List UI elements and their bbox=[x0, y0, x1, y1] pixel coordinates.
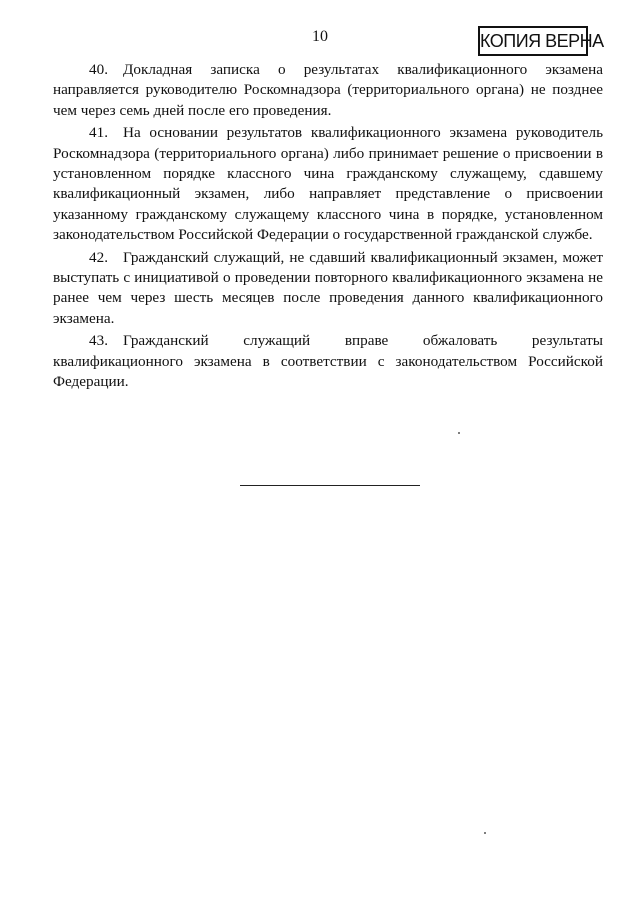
scan-speck bbox=[484, 832, 486, 834]
paragraph-text: Докладная записка о результатах квалификационного экзамена направляется руководителю Роскомнадзора (территориального органа) не позднее чем через семь дней после его проведения. bbox=[53, 61, 603, 119]
end-of-document-rule bbox=[240, 485, 420, 486]
paragraph-42 bbox=[53, 248, 603, 330]
paragraph-text: На основании результатов квалификационного экзамена руководитель Роскомнадзора (территориального органа) либо принимает решение о присвоении в установленном порядке классного чина гражданскому служащему, сдавшему квалификационный экзамен, либо направляет представление о присвоении указанному гражданскому служащему классного чина в порядке, установленном законодательством Российской Федерации о государственной гражданской службе. bbox=[53, 124, 603, 244]
paragraph-43 bbox=[53, 331, 603, 392]
document-body bbox=[53, 60, 603, 393]
copy-certified-stamp: КОПИЯ ВЕРНА bbox=[478, 26, 588, 56]
paragraph-41 bbox=[53, 123, 603, 245]
paragraph-text: Гражданский служащий вправе обжаловать результаты квалификационного экзамена в соответствии с законодательством Российской Федерации. bbox=[53, 332, 603, 391]
paragraph-number: 41. bbox=[89, 124, 108, 142]
paragraph-40 bbox=[53, 60, 603, 121]
paragraph-number: 40. bbox=[89, 61, 108, 78]
scan-speck bbox=[458, 432, 460, 434]
paragraph-number: 42. bbox=[89, 248, 108, 266]
paragraph-number: 43. bbox=[89, 332, 108, 350]
page-number: 10 bbox=[312, 28, 328, 45]
paragraph-text: Гражданский служащий, не сдавший квалификационный экзамен, может выступать с инициативой о проведении повторного квалификационного экзамена не ранее чем через шесть месяцев после проведения данного квалификационного экзамена. bbox=[53, 248, 603, 327]
